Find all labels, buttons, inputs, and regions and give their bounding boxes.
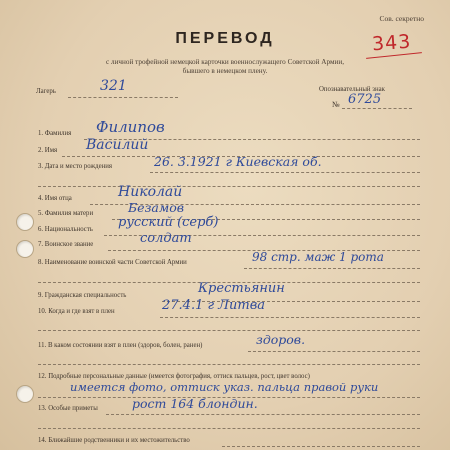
field-name-value: Василий	[86, 137, 149, 153]
field-unit-rule	[244, 268, 420, 269]
field-nationality-label: 6. Национальность	[38, 226, 93, 233]
field-name-label: 2. Имя	[38, 147, 58, 154]
punch-hole-middle	[16, 240, 34, 258]
field-features-rule	[106, 414, 420, 415]
field-condition-value: здоров.	[256, 332, 306, 347]
field-rank-value: солдат	[140, 231, 192, 246]
field-features-value: рост 164 блондин.	[132, 396, 258, 411]
blank-rule-5	[38, 428, 420, 429]
field-captured-label: 10. Когда и где взят в плен	[38, 308, 115, 315]
field-relatives-rule	[222, 446, 420, 447]
camp-label: Лагерь	[36, 88, 56, 95]
field-birth-rule	[150, 172, 420, 173]
field-personal-data-label: 12. Подробные персональные данные (имеется фотография, оттиск пальцев, рост, цвет волос)	[38, 373, 310, 380]
field-personal-data-value: имеется фото, оттиск указ. пальца правой руки	[70, 380, 379, 394]
field-mother-label: 5. Фамилия матери	[38, 210, 94, 217]
field-condition-rule	[248, 351, 420, 352]
field-condition-label: 11. В каком состоянии взят в плен (здоров, болен, ранен)	[38, 342, 203, 349]
field-captured-rule	[160, 317, 420, 318]
field-unit-value: 98 стр. маж 1 рота	[252, 250, 384, 264]
document-subtitle-line1: с личной трофейной немецкой карточки военнослужащего Советской Армии,	[106, 58, 344, 66]
field-father-label: 4. Имя отца	[38, 195, 72, 202]
field-features-label: 13. Особые приметы	[38, 405, 98, 412]
blank-rule-1	[38, 186, 420, 187]
field-profession-label: 9. Гражданская специальность	[38, 292, 127, 299]
tag-number-sign: №	[332, 100, 340, 109]
field-surname-value: Филипов	[96, 118, 165, 136]
field-birth-value: 26. 3.1921 г Киевская об.	[154, 154, 322, 169]
field-unit-label: 8. Наименование воинской части Советской Армии	[38, 259, 187, 266]
field-surname-label: 1. Фамилия	[38, 130, 72, 137]
tag-rule	[342, 108, 412, 109]
blank-rule-3	[38, 330, 420, 331]
field-rank-label: 7. Воинское звание	[38, 241, 94, 248]
field-relatives-label: 14. Ближайшие родственники и их местожительство	[38, 437, 190, 444]
field-profession-value: Крестьянин	[198, 281, 285, 296]
classification-label: Сов. секретно	[379, 14, 424, 23]
field-mother-value: Безамов	[128, 200, 185, 215]
punch-hole-bottom	[16, 385, 34, 403]
field-father-value: Николай	[118, 184, 183, 200]
tag-label: Опознавательный знак	[319, 86, 385, 93]
field-captured-value: 27.4.1 г Литва	[162, 298, 266, 313]
punch-hole-top	[16, 213, 34, 231]
red-stamp-number: 343	[371, 30, 412, 56]
blank-rule-4	[38, 364, 420, 365]
field-birth-label: 3. Дата и место рождения	[38, 163, 113, 170]
camp-value: 321	[100, 78, 127, 94]
tag-value: 6725	[348, 92, 382, 107]
field-nationality-value: русский (серб)	[118, 215, 219, 230]
document-title: ПЕРЕВОД	[175, 30, 275, 47]
document-subtitle-line2: бывшего в немецком плену.	[182, 67, 268, 75]
camp-rule	[68, 97, 178, 98]
